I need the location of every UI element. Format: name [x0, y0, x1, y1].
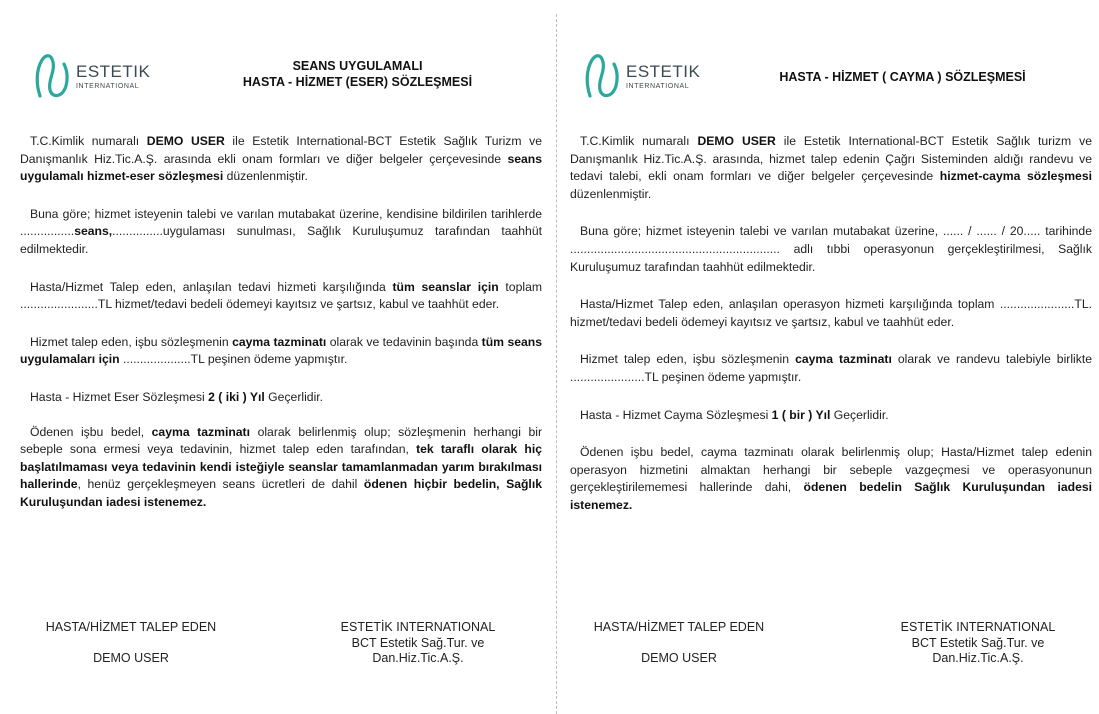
signature-company	[338, 620, 498, 667]
signature-patient	[588, 620, 770, 666]
paragraph-validity: Hasta - Hizmet Cayma Sözleşmesi 1 ( bir ) Yıl Geçerlidir.	[580, 407, 889, 422]
estetik-logo-icon	[34, 50, 70, 102]
signature-company-line3: Dan.Hiz.Tic.A.Ş.	[932, 651, 1024, 665]
paragraph-validity: Hasta - Hizmet Eser Sözleşmesi 2 ( iki ) Yıl Geçerlidir.	[30, 389, 324, 404]
paragraph-total-fee: Hasta/Hizmet Talep eden, anlaşılan operasyon hizmeti karşılığında toplam ......................TL. hizmet/tedavi bedeli ödemeyi kayıtsız ve şartsız, kabul ve taahhüt eder.	[570, 297, 1092, 329]
cayma-contract-panel	[570, 0, 1092, 713]
signature-patient-name: DEMO USER	[93, 650, 169, 665]
contract-body	[570, 133, 1092, 532]
paragraph-total-fee: Hasta/Hizmet Talep eden, anlaşılan tedavi hizmeti karşılığında tüm seanslar için toplam .......................TL hizmet/tedavi bedeli ödemeyi kayıtsız ve şartsız, kabul ve taahhüt eder.	[20, 279, 542, 312]
signature-company-title: ESTETİK INTERNATIONAL	[900, 620, 1056, 634]
brand-logo	[34, 50, 150, 102]
title-line-1: SEANS UYGULAMALI	[292, 59, 423, 73]
signature-patient-title: HASTA/HİZMET TALEP EDEN	[45, 620, 217, 634]
paragraph-commitment: Buna göre; hizmet isteyenin talebi ve varılan mutabakat üzerine, kendisine bildirilen tarihlerde ................seans,...............uygulaması sunulması, Sağlık Kuruluşumuz tarafından taahhüt edilmektedir.	[20, 206, 542, 256]
paragraph-parties: T.C.Kimlik numaralı DEMO USER ile Estetik International-BCT Estetik Sağlık turizm ve Danışmanlık Hiz.Tic.A.Ş. arasında, hizmet talep edenin Çağrı Sisteminden aldığı randevu ve tedavi talebi, ekli onam formları ve diğer belgeler çerçevesinde hizmet-cayma sözleşmesi düzenlenmiştir.	[570, 134, 1093, 201]
brand-sub: INTERNATIONAL	[626, 82, 690, 90]
brand-name: ESTETIK	[76, 61, 151, 81]
paragraph-advance-payment: Hizmet talep eden, işbu sözleşmenin cayma tazminatı olarak ve randevu talebiyle birlikte ......................TL peşinen ödeme yapmıştır.	[570, 352, 1093, 384]
paragraph-advance-payment: Hizmet talep eden, işbu sözleşmenin cayma tazminatı olarak ve tedavinin başında tüm seans uygulamaları için ....................TL peşinen ödeme yapmıştır.	[20, 334, 542, 367]
page-divider-dashed	[556, 14, 557, 714]
signature-patient-title: HASTA/HİZMET TALEP EDEN	[593, 620, 765, 634]
contract-title: HASTA - HİZMET ( CAYMA ) SÖZLEŞMESİ	[779, 70, 1026, 84]
signature-patient	[40, 620, 222, 666]
signature-company-line3: Dan.Hiz.Tic.A.Ş.	[372, 651, 464, 665]
brand-name: ESTETIK	[626, 61, 701, 81]
signature-company-line2: BCT Estetik Sağ.Tur. ve	[911, 635, 1045, 650]
contract-title	[185, 58, 530, 90]
paragraph-commitment: Buna göre; hizmet isteyenin talebi ve varılan mutabakat üzerine, ...... / ...... / 20..... tarihinde .............................................................. adlı tıbbi operasyonun gerçekleştirilmesi, Sağlık Kuruluşumuz tarafından taahhüt edilmektedir.	[570, 224, 1092, 274]
estetik-logo-icon	[584, 50, 620, 102]
brand-logo	[584, 50, 700, 102]
signature-company	[888, 620, 1068, 667]
brand-sub: INTERNATIONAL	[76, 82, 140, 90]
eser-contract-panel	[20, 0, 542, 713]
paragraph-no-refund: Ödenen işbu bedel, cayma tazminatı olarak belirlenmiş olup; Hasta/Hizmet talep edenin operasyon hizmetini almaktan herhangi bir sebeple vazgeçmesi ve operasyonunun gerçekleştirilememesi hallerinde dahi, ödenen bedelin Sağlık Kuruluşundan iadesi istenemez.	[570, 445, 1093, 512]
signature-company-title: ESTETİK INTERNATIONAL	[340, 620, 496, 634]
signature-company-line2: BCT Estetik Sağ.Tur. ve	[351, 635, 485, 650]
signature-patient-name: DEMO USER	[641, 650, 717, 665]
contract-body	[20, 133, 542, 529]
paragraph-no-refund: Ödenen işbu bedel, cayma tazminatı olarak belirlenmiş olup; sözleşmenin herhangi bir sebeple sona ermesi veya tedavinin, hizmet talep eden tarafından, tek taraflı olarak hiç başlatılmaması veya tedavinin kendi isteğiyle seanslar tamamlanmadan yarım bırakılması hallerinde, henüz gerçekleşmeyen seans ücretleri de dahil ödenen hiçbir bedelin, Sağlık Kuruluşundan iadesi istenemez.	[20, 424, 543, 509]
title-line-2: HASTA - HİZMET (ESER) SÖZLEŞMESİ	[242, 75, 473, 89]
paragraph-parties: T.C.Kimlik numaralı DEMO USER ile Estetik International-BCT Estetik Sağlık Turizm ve Danışmanlık Hiz.Tic.A.Ş. arasında ekli onam formları ve diğer belgeler çerçevesinde seans uygulamalı hizmet-eser sözleşmesi düzenlenmiştir.	[20, 134, 542, 184]
